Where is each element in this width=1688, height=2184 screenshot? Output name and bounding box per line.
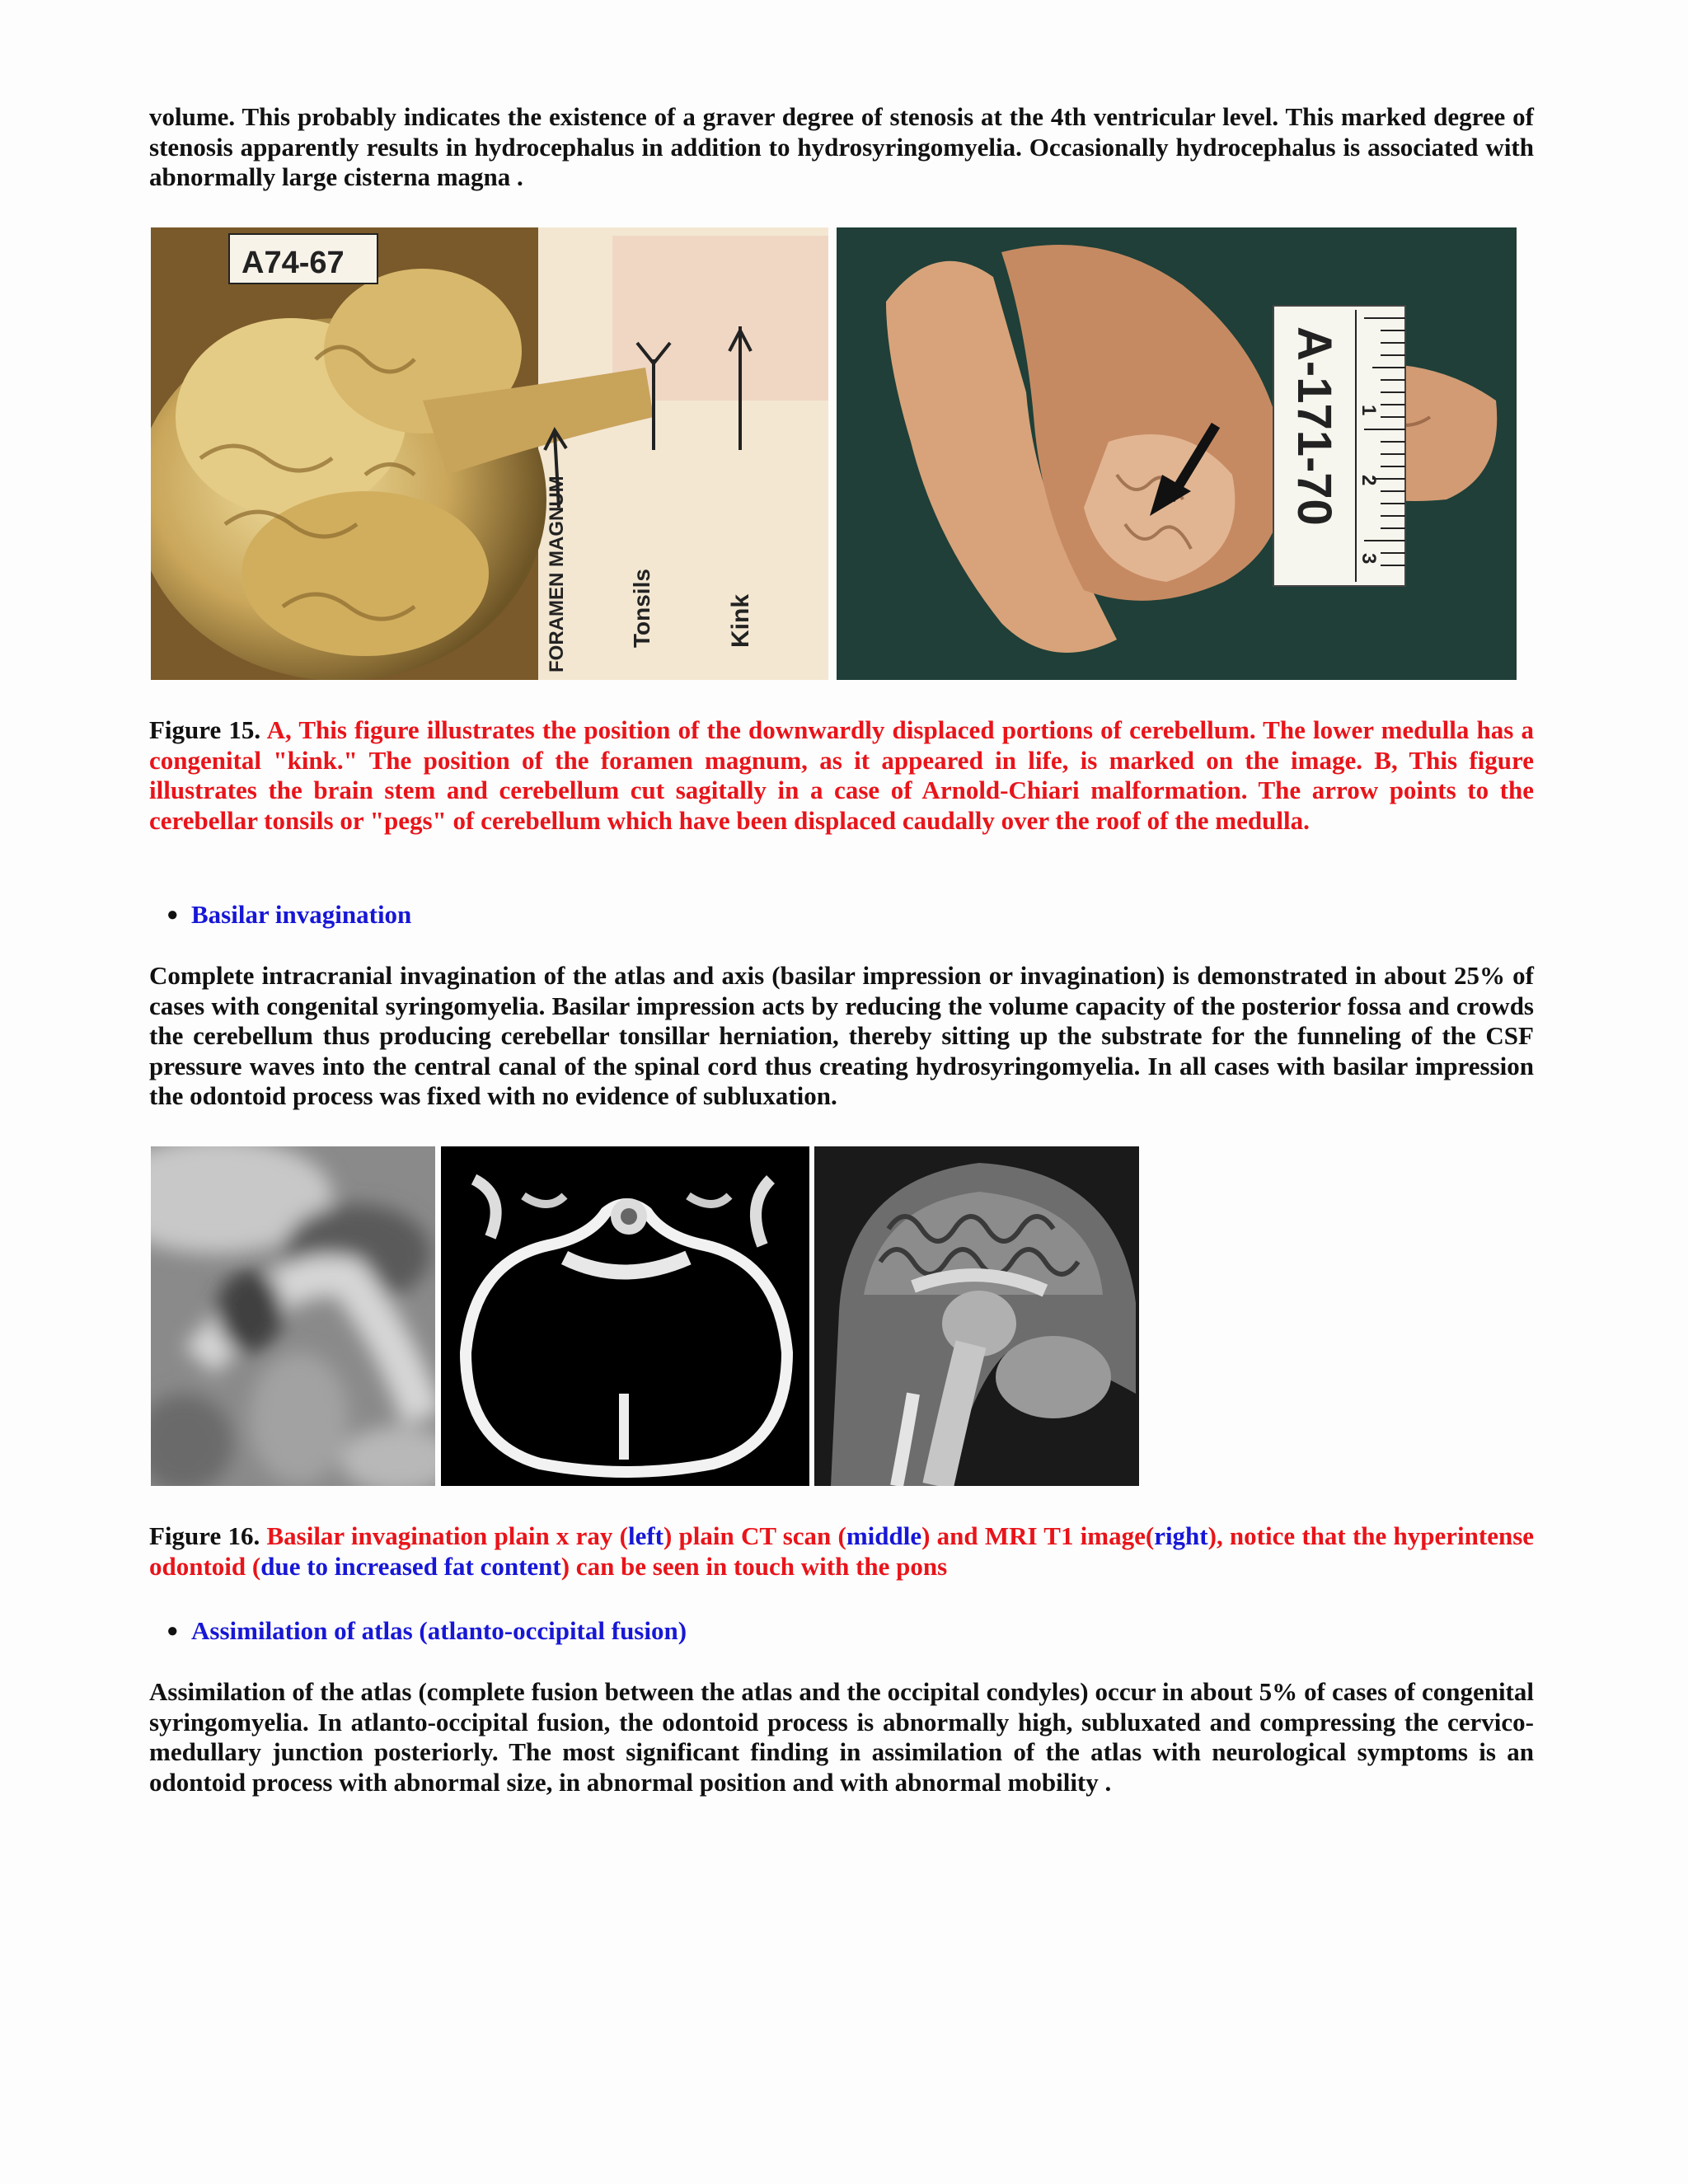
figure16-mri <box>814 1146 1139 1486</box>
bullet-icon: ● <box>166 1620 179 1642</box>
figure15-label: Figure 15. <box>149 715 261 744</box>
ruler-mark-1: 1 <box>1357 405 1380 416</box>
basilar-invagination-paragraph: Complete intracranial invagination of the atlas and axis (basilar impression or invagination) is demonstrated in about 25% of cases with congenital syringomyelia. Basilar impression acts by reducing the volume capacity of the posterior fossa and crowds the cerebellum thus producing cerebellar tonsillar herniation, thereby sitting up the substrate for the funneling of the CSF pressure waves into the central canal of the spinal cord thus creating hydrosyringomyelia. In all cases with basilar impression the odontoid process was fixed with no evidence of subluxation. <box>149 961 1534 1110</box>
figure16-part-5: right <box>1154 1521 1208 1550</box>
figure16-part-4: ) and MRI T1 image( <box>921 1521 1155 1550</box>
figure15-caption <box>149 715 1534 836</box>
figure16-part-6: ), notice that the hyperintense odontoid ( <box>149 1521 1535 1581</box>
annotation-tonsils: Tonsils <box>629 569 654 648</box>
assimilation-of-atlas-paragraph: Assimilation of the atlas (complete fusion between the atlas and the occipital condyles) occur in about 5% of cases of congenital syringomyelia. In atlanto-occipital fusion, the odontoid process is abnormally high, subluxated and compressing the cervico-medullary junction posteriorly. The most significant finding in assimilation of the atlas with neurological symptoms is an odontoid process with abnormal size, in abnormal position and with abnormal mobility . <box>149 1677 1534 1797</box>
figure16-caption <box>149 1521 1534 1582</box>
figure16-ct-scan <box>441 1146 809 1486</box>
assimilation-of-atlas-heading: ● Assimilation of atlas (atlanto-occipital fusion) <box>166 1616 687 1645</box>
figure16-part-0: Basilar invagination plain x ray ( <box>266 1521 628 1550</box>
figure15-photo-b <box>837 227 1517 680</box>
figure16-xray <box>151 1146 435 1486</box>
ruler-mark-3: 3 <box>1357 553 1380 565</box>
figure16-part-7: due to increased fat content <box>260 1551 561 1581</box>
intro-paragraph: volume. This probably indicates the existence of a graver degree of stenosis at the 4th ventricular level. This marked degree of stenosis apparently results in hydrocephalus in addition to hydrosyringomyelia. Occasionally hydrocephalus is associated with abnormally large cisterna magna . <box>149 102 1534 191</box>
figure16-part-2: ) plain CT scan ( <box>663 1521 846 1550</box>
figure16-part-1: left <box>627 1521 663 1550</box>
basilar-invagination-heading: ● Basilar invagination <box>166 900 412 929</box>
specimen-label-b: A-171-70 <box>1287 326 1341 526</box>
specimen-label-a: A74-67 <box>241 246 345 280</box>
annotation-foramen-magnum: FORAMEN MAGNUM <box>546 476 568 673</box>
ruler-mark-2: 2 <box>1357 475 1380 486</box>
figure15-caption-text: A, This figure illustrates the position of the downwardly displaced portions of cerebellum. The lower medulla has a congenital "kink." The position of the foramen magnum, as it appeared in life, is marked on the image. B, This figure illustrates the brain stem and cerebellum cut sagitally in a case of Arnold-Chiari malformation. The arrow points to the cerebellar tonsils or "pegs" of cerebellum which have been displaced caudally over the roof of the medulla. <box>149 715 1534 835</box>
bullet-icon: ● <box>166 904 179 926</box>
figure16-part-8: ) can be seen in touch with the pons <box>560 1551 948 1581</box>
figure16-part-3: middle <box>846 1521 922 1550</box>
figure16-label: Figure 16. <box>149 1521 260 1550</box>
figure15-photo-a <box>151 227 828 680</box>
annotation-kink: Kink <box>727 593 754 648</box>
